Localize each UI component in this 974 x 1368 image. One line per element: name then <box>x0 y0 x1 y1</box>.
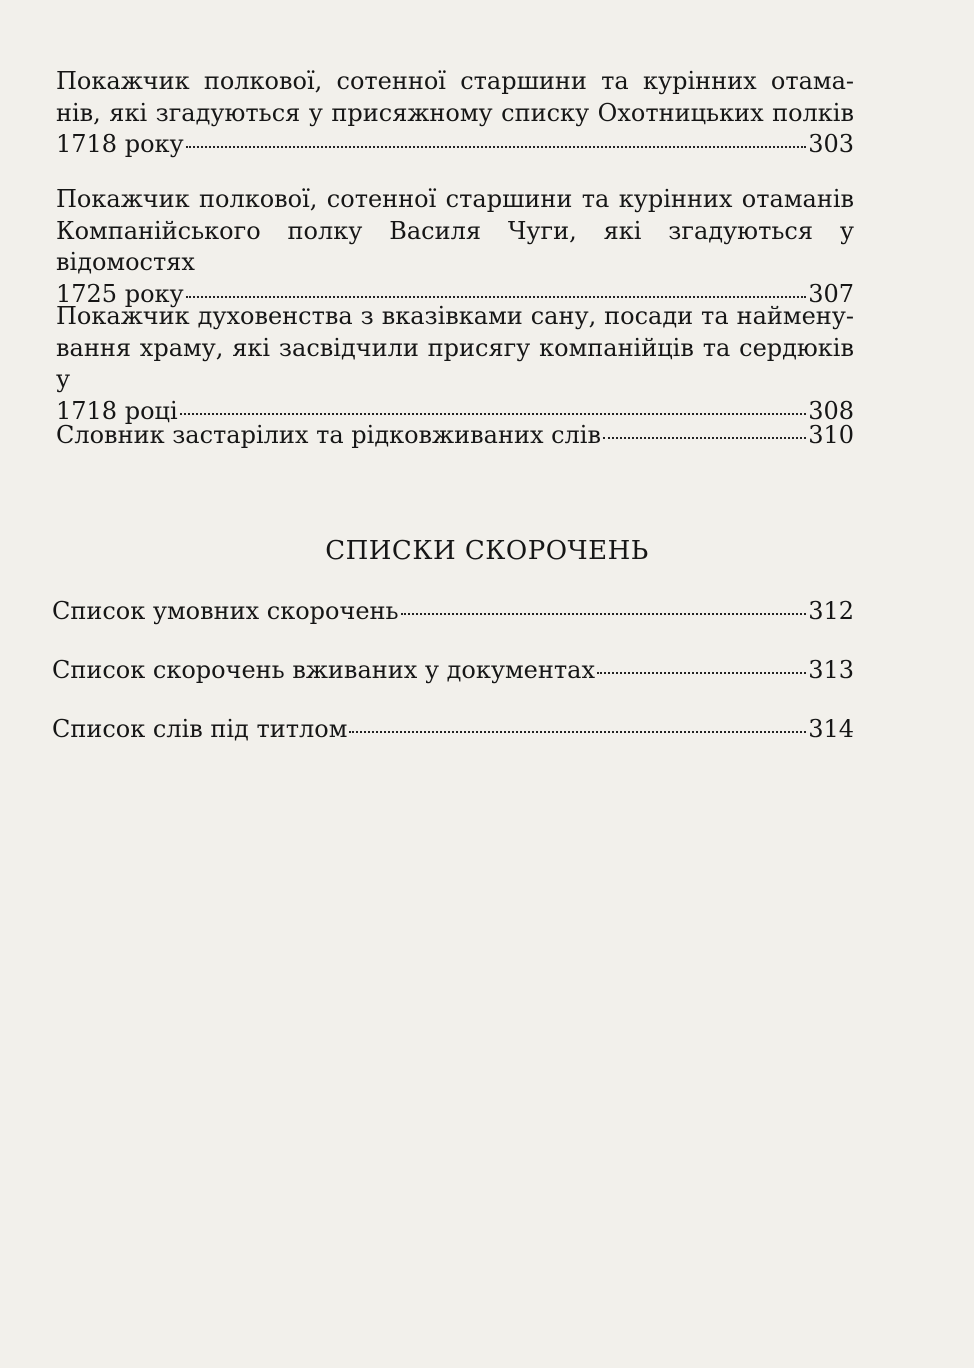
page-number: 303 <box>808 130 854 158</box>
toc-entry-line: нів, які згадуються у присяжному списку Охотницьких полків <box>56 98 854 127</box>
page-number: 307 <box>808 279 854 308</box>
toc-entry-last-line <box>56 129 854 161</box>
dot-leader <box>603 437 806 439</box>
section-title: СПИСКИ СКОРОЧЕНЬ <box>325 536 649 566</box>
toc-entry-line: Покажчик духовенства з вказівками сану, посади та наймену- <box>56 302 854 330</box>
toc-entry-last-line <box>56 420 854 452</box>
toc-entry-line: 1718 році <box>56 396 178 425</box>
toc-entry-line: Покажчик полкової, сотенної старшини та курінних отама- <box>56 67 854 95</box>
toc-entry-line: Компанійського полку Василя Чуги, які згадуються у відомостях <box>56 216 854 276</box>
toc-entry-line: Покажчик полкової, сотенної старшини та курінних отаманів <box>56 185 854 213</box>
toc-entry <box>52 596 854 627</box>
toc-entry <box>56 184 854 310</box>
page-number: 313 <box>808 656 854 684</box>
toc-entry <box>56 301 854 427</box>
dot-leader <box>186 146 807 148</box>
dot-leader <box>349 731 806 733</box>
toc-entry-line: вання храму, які засвідчили присягу компанійців та сердюків у <box>56 333 854 393</box>
toc-entry <box>56 66 854 161</box>
toc-entry-line: Список слів під титлом <box>52 715 348 743</box>
dot-leader <box>186 296 807 298</box>
toc-entry <box>56 420 854 452</box>
toc-entry-line: 1725 року <box>56 279 184 308</box>
dot-leader <box>597 672 806 674</box>
toc-entry-line: Словник застарілих та рідковживаних слів <box>56 421 601 449</box>
page-number: 308 <box>808 396 854 425</box>
page-number: 314 <box>808 715 854 743</box>
dot-leader <box>180 413 807 415</box>
toc-entry-line: 1718 року <box>56 130 184 158</box>
toc-entry-line: Список умовних скорочень <box>52 597 399 625</box>
toc-entry <box>52 714 854 745</box>
page-number: 312 <box>808 597 854 625</box>
page-number: 310 <box>808 421 854 449</box>
toc-entry-line: Список скорочень вживаних у документах <box>52 656 595 684</box>
toc-entry-last-line <box>52 714 854 745</box>
toc-entry-last-line <box>52 596 854 627</box>
toc-entry-last-line <box>52 655 854 686</box>
dot-leader <box>401 613 807 615</box>
toc-entry <box>52 655 854 686</box>
